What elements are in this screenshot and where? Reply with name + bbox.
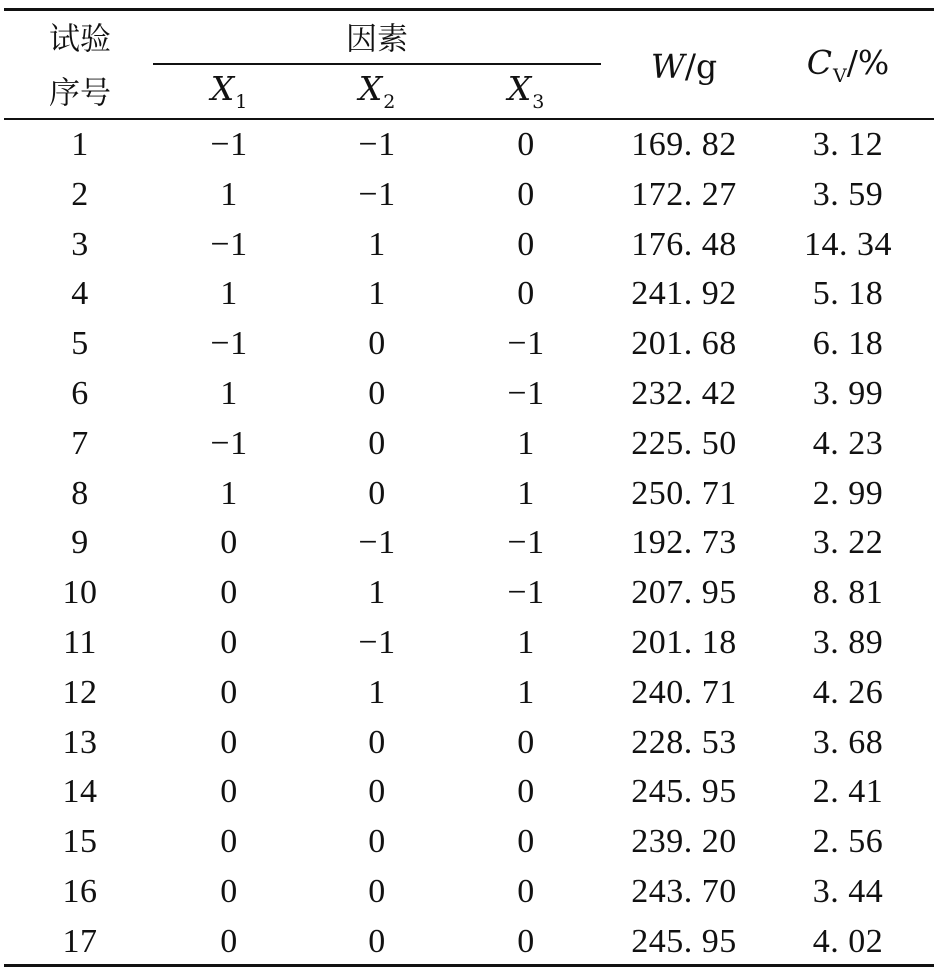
- cell-w: 201. 18: [631, 624, 737, 661]
- cell-id: 11: [63, 624, 97, 661]
- cell-cv: 3. 68: [812, 723, 884, 761]
- cell-cv: 3. 22: [812, 524, 884, 562]
- cell-id: 6: [71, 375, 89, 412]
- cell-x1: 1: [220, 474, 238, 512]
- cell-x2: 0: [368, 922, 386, 960]
- cell-cv: 2. 56: [812, 823, 884, 861]
- cell-x3: −1: [507, 325, 545, 363]
- cell-cv: 2. 99: [812, 474, 884, 512]
- cell-x2: 1: [368, 574, 386, 612]
- cell-w: 250. 71: [631, 474, 737, 512]
- cell-id: 10: [62, 574, 98, 612]
- table-bottom-rule: [4, 964, 934, 967]
- cell-w: 228. 53: [631, 723, 737, 761]
- cell-x2: 0: [368, 873, 386, 910]
- cell-x1: −1: [210, 126, 248, 163]
- cell-w: 240. 71: [631, 673, 737, 711]
- header-cv: $C_V/\%$: [806, 43, 890, 87]
- cell-x2: 0: [368, 773, 386, 811]
- header-trial-line2: 序号: [49, 75, 111, 112]
- cell-cv: 3. 59: [812, 175, 884, 213]
- cell-x3: −1: [507, 375, 545, 412]
- cell-x2: −1: [358, 126, 396, 163]
- cell-w: 225. 50: [631, 424, 737, 462]
- cell-cv: 8. 81: [812, 574, 884, 612]
- cell-x3: 1: [517, 424, 535, 462]
- header-w: W/g: [650, 46, 718, 86]
- cell-w: 245. 95: [631, 922, 737, 960]
- cell-x3: 1: [517, 673, 535, 711]
- cell-w: 207. 95: [631, 574, 737, 612]
- cell-x2: −1: [358, 524, 396, 562]
- table-top-rule: [4, 8, 934, 11]
- cell-id: 8: [71, 474, 89, 512]
- cell-w: 201. 68: [631, 325, 737, 363]
- cell-cv: 3. 12: [812, 126, 884, 163]
- cell-x2: −1: [358, 624, 396, 661]
- cell-x2: 0: [368, 474, 386, 512]
- cell-cv: 5. 18: [812, 275, 884, 313]
- cell-x1: 0: [220, 773, 238, 811]
- cell-cv: 3. 99: [812, 375, 884, 412]
- cell-cv: 4. 26: [812, 673, 884, 711]
- header-x3: $X_3$: [507, 69, 545, 113]
- factors-group-rule: [153, 63, 601, 65]
- cell-id: 3: [71, 225, 89, 263]
- cell-id: 9: [71, 524, 89, 562]
- cell-id: 16: [62, 873, 98, 910]
- cell-x1: 0: [220, 873, 238, 910]
- cell-id: 4: [71, 275, 89, 313]
- cell-x3: 0: [517, 225, 535, 263]
- cell-cv: 2. 41: [812, 773, 884, 811]
- cell-x3: 0: [517, 275, 535, 313]
- cell-id: 5: [71, 325, 89, 363]
- cell-id: 12: [62, 673, 98, 711]
- cell-x2: 0: [368, 723, 386, 761]
- cell-x2: 1: [368, 275, 386, 313]
- cell-x3: 0: [517, 873, 535, 910]
- cell-x1: 1: [220, 375, 238, 412]
- cell-w: 192. 73: [631, 524, 737, 562]
- cell-x1: −1: [210, 424, 248, 462]
- cell-w: 239. 20: [631, 823, 737, 861]
- cell-cv: 6. 18: [812, 325, 884, 363]
- cell-x3: 1: [517, 624, 535, 661]
- cell-x1: 0: [220, 673, 238, 711]
- header-x1: $X_1$: [210, 69, 248, 113]
- cell-x3: 0: [517, 126, 535, 163]
- cell-x3: 0: [517, 823, 535, 861]
- table-header-rule: [4, 118, 934, 120]
- cell-cv: 3. 89: [812, 624, 884, 661]
- cell-x2: 0: [368, 375, 386, 412]
- cell-x1: 1: [220, 275, 238, 313]
- cell-x3: 1: [517, 474, 535, 512]
- cell-x1: 0: [220, 823, 238, 861]
- cell-x3: 0: [517, 773, 535, 811]
- cell-id: 13: [62, 723, 98, 761]
- cell-cv: 3. 44: [812, 873, 884, 910]
- cell-w: 245. 95: [631, 773, 737, 811]
- cell-x3: 0: [517, 175, 535, 213]
- cell-x3: 0: [517, 922, 535, 960]
- cell-x1: 0: [220, 723, 238, 761]
- header-trial-line1: 试验: [49, 21, 111, 58]
- cell-x3: −1: [507, 524, 545, 562]
- cell-x3: 0: [517, 723, 535, 761]
- cell-x2: −1: [358, 175, 396, 213]
- cell-id: 7: [71, 424, 89, 462]
- cell-x1: 0: [220, 524, 238, 562]
- cell-x2: 0: [368, 424, 386, 462]
- cell-x1: 1: [220, 175, 238, 213]
- cell-x1: −1: [210, 325, 248, 363]
- cell-cv: 4. 23: [812, 424, 884, 462]
- cell-cv: 14. 34: [804, 225, 892, 263]
- cell-x1: 0: [220, 922, 238, 960]
- cell-x3: −1: [507, 574, 545, 612]
- header-x2: $X_2$: [358, 69, 396, 113]
- cell-w: 241. 92: [631, 275, 737, 313]
- cell-w: 243. 70: [631, 873, 737, 910]
- cell-w: 176. 48: [631, 225, 737, 263]
- header-factors: 因素: [346, 21, 408, 58]
- cell-x1: 0: [220, 574, 238, 612]
- cell-x1: 0: [220, 624, 238, 661]
- cell-x2: 0: [368, 823, 386, 861]
- cell-x2: 1: [368, 225, 386, 263]
- cell-id: 2: [71, 175, 89, 213]
- cell-cv: 4. 02: [812, 922, 884, 960]
- cell-id: 14: [62, 773, 98, 811]
- cell-x2: 1: [368, 673, 386, 711]
- cell-x1: −1: [210, 225, 248, 263]
- cell-w: 232. 42: [631, 375, 737, 412]
- cell-x2: 0: [368, 325, 386, 363]
- cell-id: 15: [62, 823, 98, 861]
- cell-id: 17: [62, 922, 98, 960]
- cell-w: 169. 82: [631, 126, 737, 163]
- cell-id: 1: [71, 126, 89, 163]
- cell-w: 172. 27: [631, 175, 737, 213]
